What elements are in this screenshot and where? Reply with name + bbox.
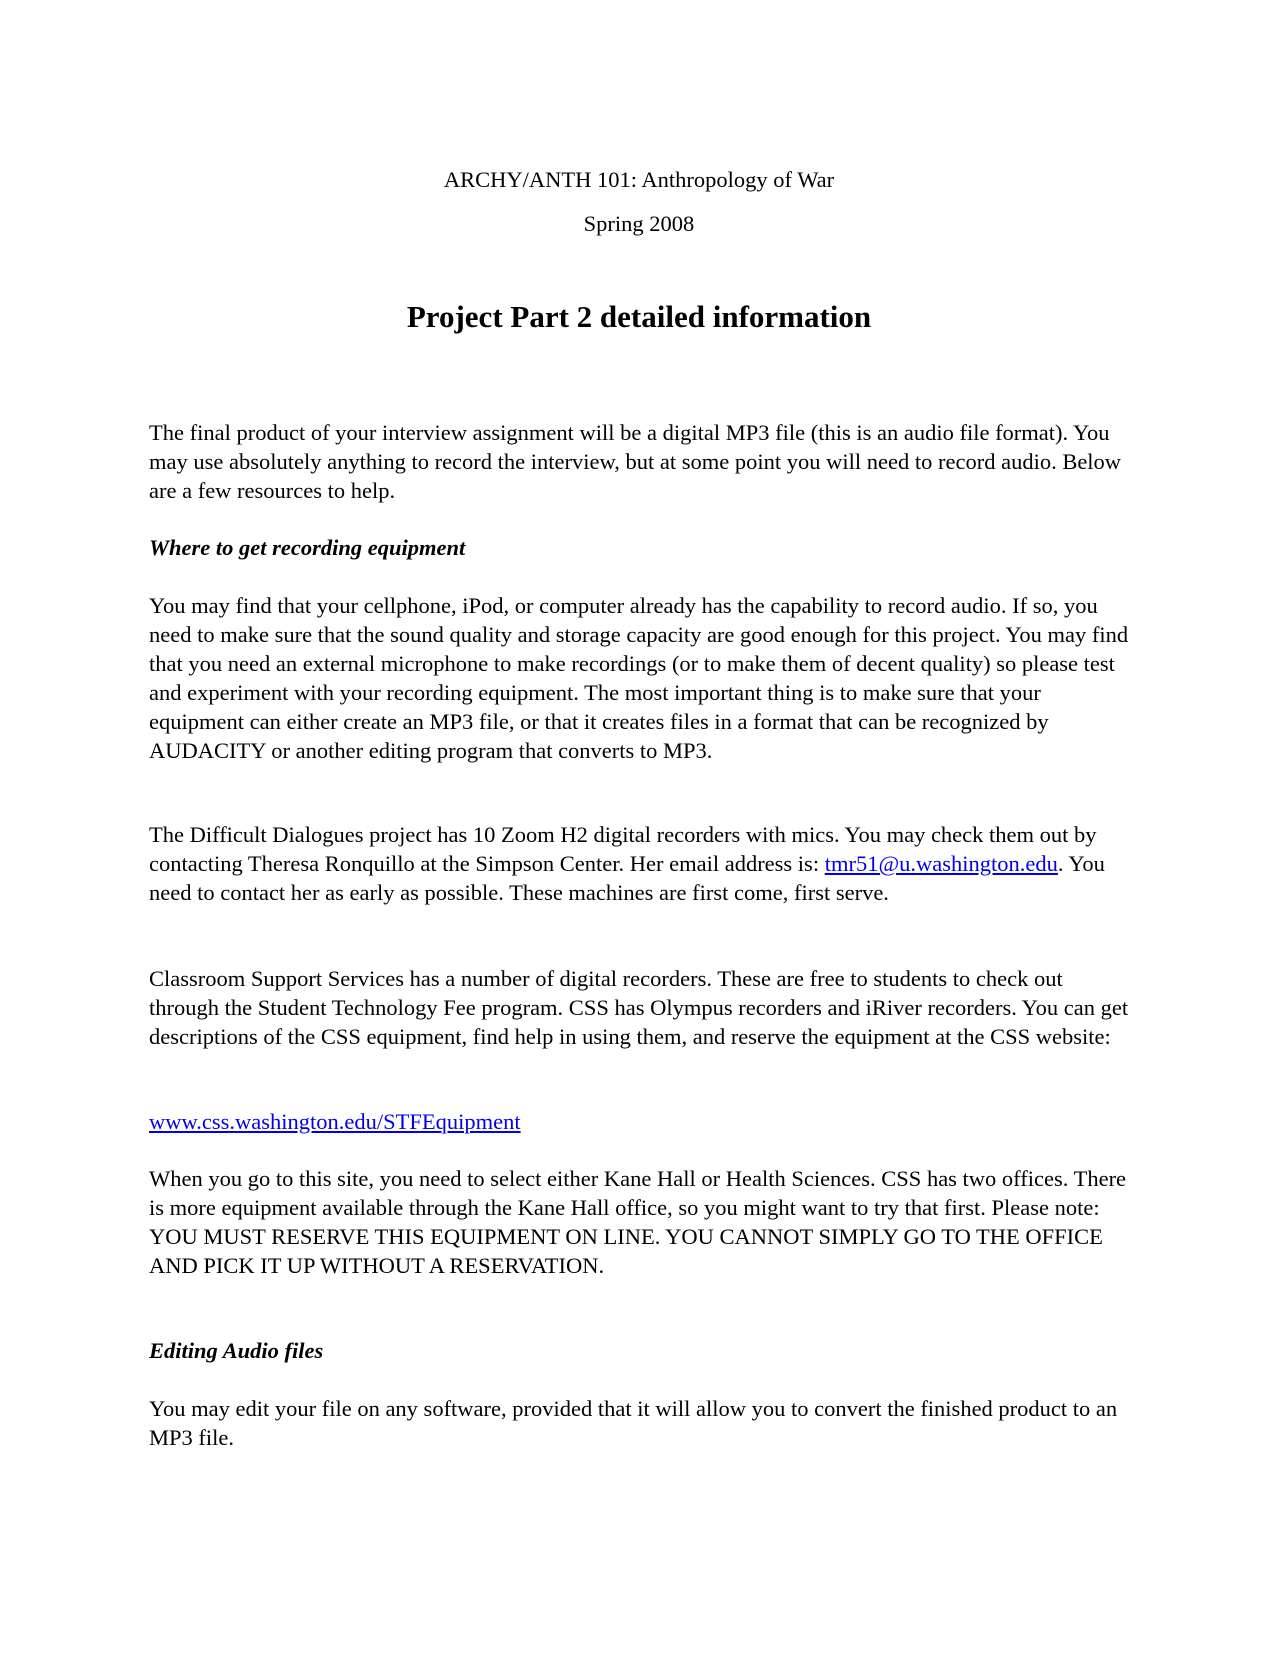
equipment-paragraph-4: When you go to this site, you need to select either Kane Hall or Health Sciences. CSS has two offices. There is more equipment available through the Kane Hall office, so you might want to try that first. Please note: YOU MUST RESERVE THIS EQUIPMENT ON LINE. YOU CANNOT SIMPLY GO TO THE OFFICE AND PICK IT UP WITHOUT A RESERVATION. [149,1166,1127,1278]
page-title: Project Part 2 detailed information [406,299,872,334]
equipment-paragraph-2-start: The Difficult Dialogues project has 10 Zoom H2 digital recorders with mics. You may check them out by contacting Theresa Ronquillo at the Simpson Center. Her email address is: [149,822,1097,876]
css-website-link[interactable]: www.css.washington.edu/STFEquipment [149,1109,521,1134]
section-heading-editing: Editing Audio files [149,1338,324,1363]
css-website-line [149,1107,1129,1136]
email-link[interactable]: tmr51@u.washington.edu [824,851,1058,876]
course-title: ARCHY/ANTH 101: Anthropology of War [443,167,835,192]
intro-paragraph: The final product of your interview assignment will be a digital MP3 file (this is an audio file format). You may use absolutely anything to record the interview, but at some point you will need to record audio. Below are a few resources to help. [149,420,1122,503]
equipment-paragraph-2 [149,820,1129,907]
editing-paragraph-1: You may edit your file on any software, provided that it will allow you to convert the finished product to an MP3 file. [149,1396,1118,1450]
course-term: Spring 2008 [583,211,695,236]
equipment-paragraph-3: Classroom Support Services has a number of digital recorders. These are free to students to check out through the Student Technology Fee program. CSS has Olympus recorders and iRiver recorders. You can get descriptions of the CSS equipment, find help in using them, and reserve the equipment at the CSS website: [149,966,1129,1049]
equipment-paragraph-2-end: . You need to contact her as early as possible. These machines are first come, first serve. [149,851,1105,905]
equipment-paragraph-1: You may find that your cellphone, iPod, or computer already has the capability to record audio. If so, you need to make sure that the sound quality and storage capacity are good enough for this project. You may find that you need an external microphone to make recordings (or to make them of decent quality) so please test and experiment with your recording equipment. The most important thing is to make sure that your equipment can either create an MP3 file, or that it creates files in a format that can be recognized by AUDACITY or another editing program that converts to MP3. [149,593,1129,763]
section-heading-equipment: Where to get recording equipment [149,535,466,560]
